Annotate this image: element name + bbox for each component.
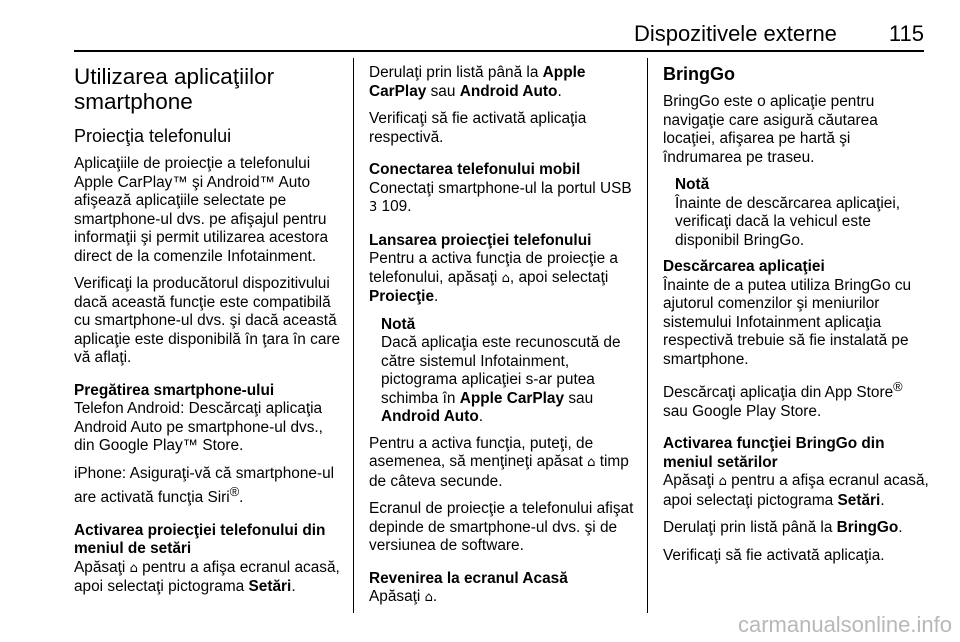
bold-term: Setări: [837, 491, 881, 509]
paragraph: [663, 378, 929, 421]
bold-term: Proiecţie: [369, 288, 435, 305]
note-text: [381, 334, 634, 427]
note-box: [675, 176, 929, 250]
text: .: [239, 489, 244, 507]
text: Descărcaţi aplicaţia din App Store: [663, 384, 894, 402]
section-heading: BringGo: [663, 64, 735, 84]
section-heading: Proiecţia telefonului: [74, 126, 232, 146]
subheading: Activarea funcţiei BringGo din meniul setărilor: [663, 435, 885, 471]
note-box: [381, 316, 634, 427]
note-text: Înainte de descărcarea aplicaţiei, verificaţi dacă la vehicul este disponibil BringGo.: [675, 194, 901, 249]
text: iPhone: Asiguraţi-vă că smartphone-ul are activată funcţia Siri: [74, 464, 335, 507]
paragraph: [663, 472, 929, 510]
bold-term: Android Auto: [459, 82, 558, 100]
text: .: [898, 519, 903, 537]
text: .: [478, 408, 484, 425]
text: .: [432, 588, 438, 605]
text: Apăsaţi: [663, 472, 719, 490]
column-3: [663, 64, 929, 574]
watermark: carmanualsonline.info: [737, 612, 952, 637]
chapter-title: Utilizarea aplicaţiilor smartphone: [74, 64, 275, 114]
column-divider: [647, 58, 648, 613]
home-icon: ⌂: [718, 474, 727, 490]
paragraph: Telefon Android: Descărcaţi aplicaţia Android Auto pe smartphone-ul dvs., din Google Play™ Store.: [74, 400, 323, 454]
text: sau Google Play Store.: [663, 402, 822, 420]
note-title: Notă: [675, 176, 710, 193]
text: Pentru a activa funcţia, puteţi, de asemenea, să menţineţi apăsat: [369, 434, 594, 470]
bold-term: Setări: [248, 578, 292, 596]
paragraph: [74, 465, 344, 508]
subheading: Activarea proiecţiei telefonului din meniul de setări: [74, 521, 326, 558]
page-header: [74, 14, 924, 52]
bold-term: BringGo: [836, 519, 899, 537]
text: Apăsaţi: [369, 588, 425, 605]
home-icon: ⌂: [501, 270, 510, 286]
paragraph: Înainte de a putea utiliza BringGo cu ajutorul comenzilor şi meniurilor sistemului Infotainment aplicaţia respectivă trebuie să fie instalată pe smartphone.: [663, 276, 912, 368]
paragraph: [369, 435, 634, 492]
text: Dacă aplicaţia este recunoscută de către sistemul Infotainment, pictograma aplicaţiei s-ar putea schimba în: [381, 334, 621, 407]
page-number: 115: [888, 21, 924, 46]
paragraph: Verificaţi să fie activată aplicaţia.: [663, 546, 885, 564]
text: sau: [564, 389, 594, 407]
home-icon: ⌂: [129, 560, 138, 576]
bold-term: Apple CarPlay: [369, 64, 586, 100]
subheading: Lansarea proiecţiei telefonului: [369, 231, 592, 249]
paragraph: Verificaţi la producătorul dispozitivului dacă această funcţie este compatibilă cu smartphone-ul dvs. şi dacă această aplicaţie este disponibilă în ţara în care vă aflaţi.: [74, 275, 341, 366]
paragraph: [369, 64, 634, 101]
subheading: Descărcarea aplicaţiei: [663, 258, 825, 275]
paragraph: Verificaţi să fie activată aplicaţia respectivă.: [369, 110, 587, 146]
text: Derulaţi prin listă până la: [369, 64, 543, 81]
page-reference-icon: 3: [369, 200, 378, 215]
column-1: [74, 64, 344, 606]
text: sau: [426, 82, 460, 100]
paragraph: [369, 250, 634, 307]
paragraph: [369, 180, 634, 218]
section-title: Dispozitivele externe: [633, 21, 837, 46]
text: pentru a afişa ecranul acasă, apoi selectaţi pictograma: [74, 558, 340, 596]
bold-term: Apple CarPlay: [459, 389, 565, 407]
subheading: Revenirea la ecranul Acasă: [369, 569, 568, 587]
subheading: Conectarea telefonului mobil: [369, 161, 581, 178]
column-2: [369, 64, 634, 617]
registered-mark: ®: [893, 379, 903, 394]
column-divider: [353, 58, 354, 613]
text: Derulaţi prin listă până la: [663, 519, 837, 537]
text: Conectaţi smartphone-ul la portul USB: [369, 179, 632, 197]
text: pentru a afişa ecranul acasă, apoi selectaţi pictograma: [663, 472, 929, 509]
text: .: [880, 491, 885, 509]
text: .: [434, 288, 439, 305]
text: , apoi selectaţi: [509, 268, 609, 286]
text: Apăsaţi: [74, 558, 130, 576]
subheading: Pregătirea smartphone-ului: [74, 381, 275, 399]
text: .: [557, 82, 562, 100]
paragraph: Aplicaţiile de proiecţie a telefonului Apple CarPlay™ şi Android™ Auto afişează aplicaţiile selectate pe smartphone-ul dvs. pe afişajul pentru informaţii şi permit utilizarea acestora direct de la comenzile Infotainment.: [74, 155, 329, 265]
paragraph: [74, 559, 344, 597]
paragraph: [663, 519, 929, 538]
text: Pentru a activa funcţia de proiecţie a telefonului, apăsaţi: [369, 250, 618, 286]
text: .: [291, 578, 296, 596]
home-icon: ⌂: [424, 590, 433, 605]
paragraph: [369, 588, 634, 608]
paragraph: Ecranul de proiecţie a telefonului afişat depinde de smartphone-ul dvs. şi de versiunea de software.: [369, 500, 634, 554]
home-icon: ⌂: [587, 455, 596, 470]
text: 109.: [377, 198, 412, 215]
paragraph: BringGo este o aplicaţie pentru navigaţie care asigură căutarea locaţiei, afişarea pe hartă şi îndrumarea pe traseu.: [663, 93, 878, 166]
registered-mark: ®: [229, 484, 240, 499]
bold-term: Android Auto: [381, 408, 479, 425]
text: timp de câteva secunde.: [369, 453, 629, 490]
note-title: Notă: [381, 315, 416, 333]
